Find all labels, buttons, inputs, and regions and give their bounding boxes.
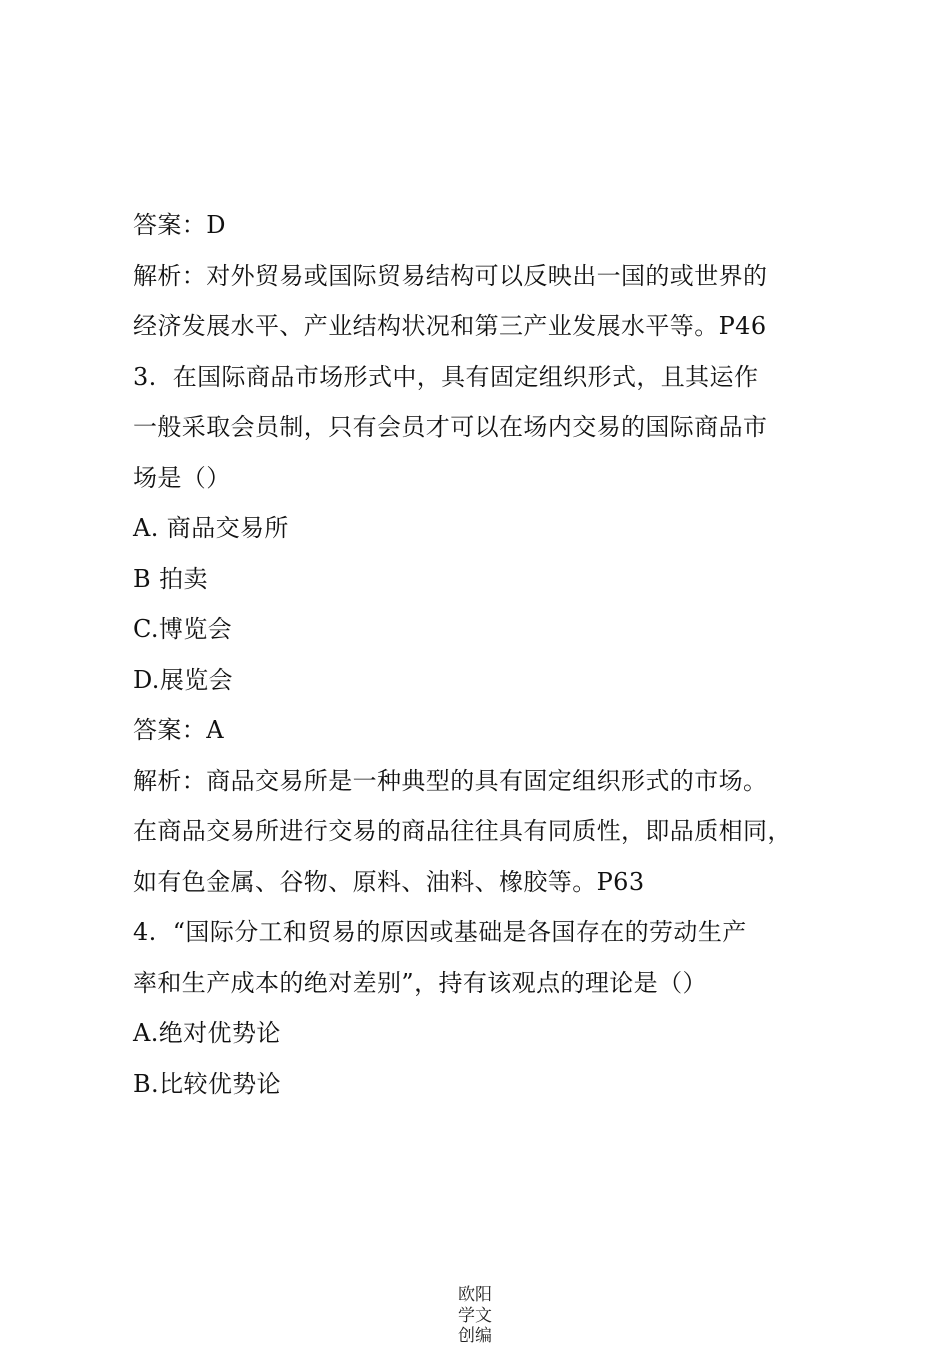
option-a: A.绝对优势论 [133, 1019, 281, 1047]
question-line: 场是（） [133, 463, 231, 492]
explanation-line: 经济发展水平、产业结构状况和第三产业发展水平等。P46 [133, 312, 767, 340]
option-c: C.博览会 [133, 615, 233, 643]
answer-line: 答案：D [133, 211, 226, 239]
option-d: D.展览会 [133, 665, 234, 694]
footer-line: 创编 [458, 1326, 492, 1346]
option-b: B.比较优势论 [133, 1069, 282, 1098]
answer-line: 答案：A [133, 716, 224, 744]
question-line: 率和生产成本的绝对差别”，持有该观点的理论是（） [133, 968, 707, 997]
explanation-line: 解析：对外贸易或国际贸易结构可以反映出一国的或世界的 [133, 261, 768, 290]
option-a: A. 商品交易所 [133, 514, 289, 542]
question-line: 3. 在国际商品市场形式中，具有固定组织形式，且其运作 [133, 362, 759, 391]
explanation-line: 解析：商品交易所是一种典型的具有固定组织形式的市场。 [133, 766, 768, 795]
document-body [133, 200, 823, 1109]
question-line: 4. “国际分工和贸易的原因或基础是各国存在的劳动生产 [133, 918, 747, 946]
page-footer [0, 1285, 950, 1347]
question-line: 一般采取会员制，只有会员才可以在场内交易的国际商品市 [133, 413, 768, 441]
explanation-line: 在商品交易所进行交易的商品往往具有同质性，即品质相同， [133, 817, 792, 845]
footer-line: 学文 [458, 1305, 492, 1326]
option-b: B 拍卖 [133, 564, 208, 593]
explanation-line: 如有色金属、谷物、原料、油料、橡胶等。P63 [133, 867, 645, 896]
footer-line: 欧阳 [458, 1285, 492, 1305]
